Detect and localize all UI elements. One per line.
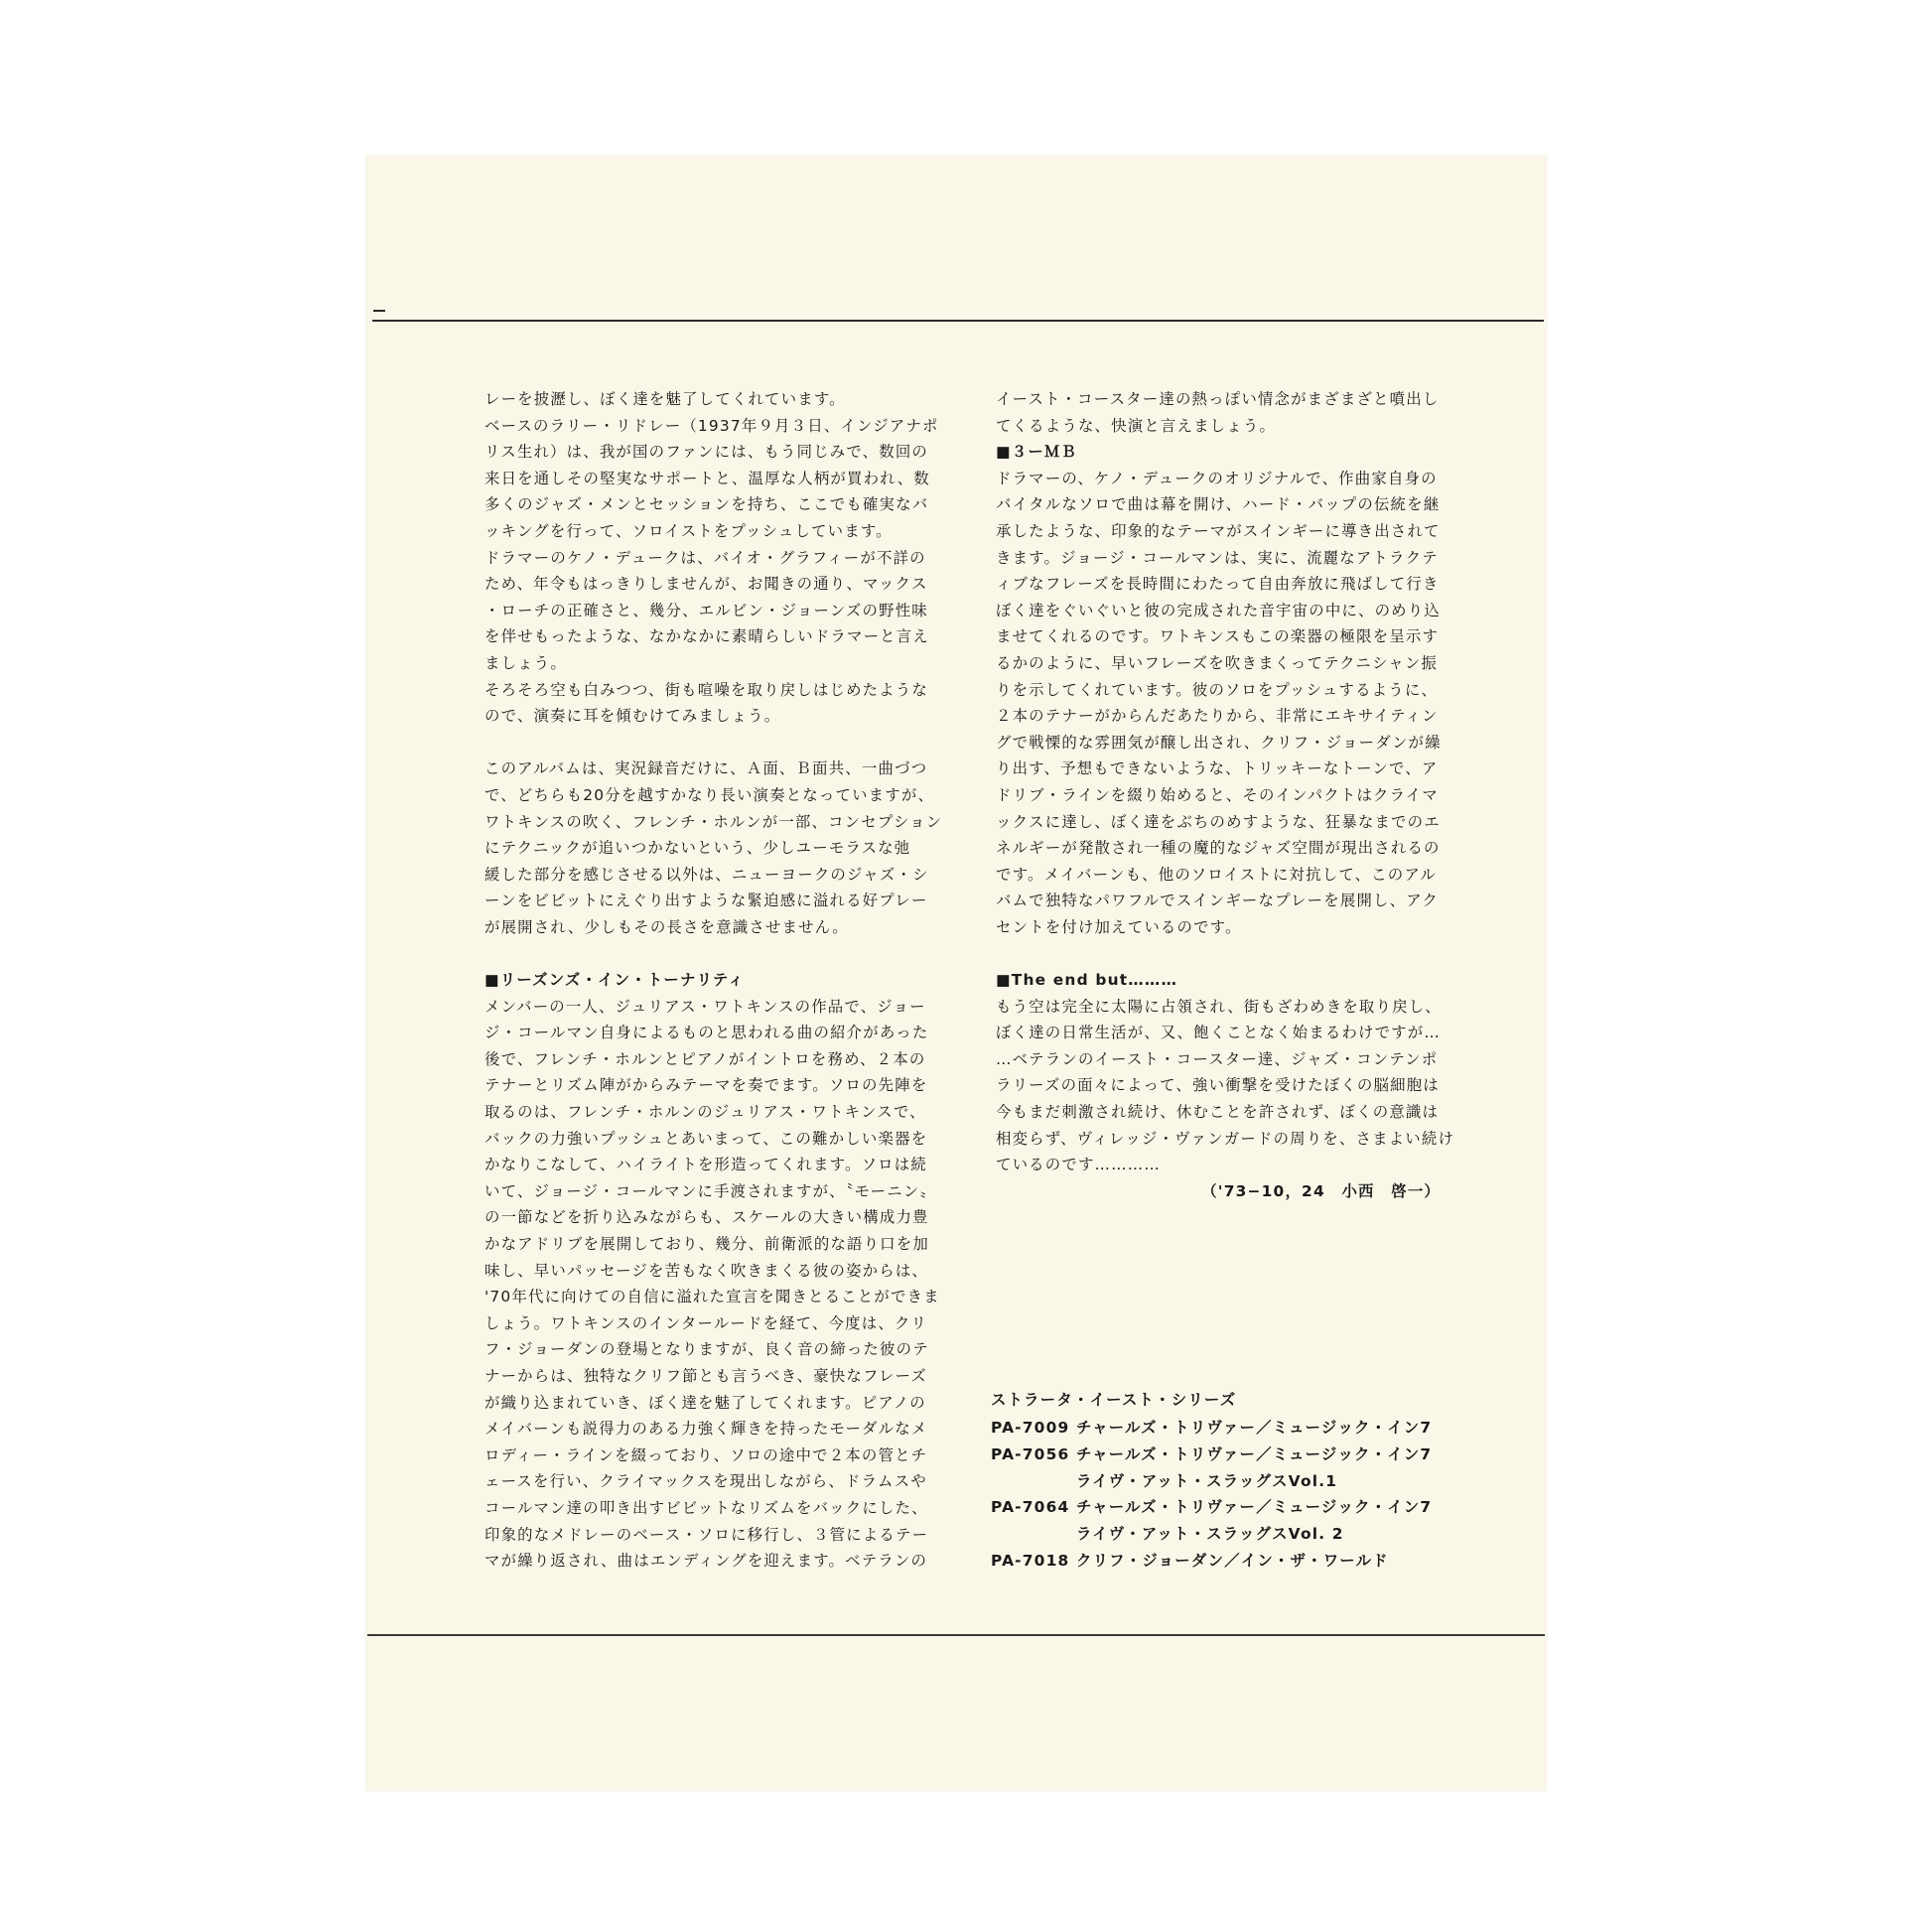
paragraph-gap — [996, 940, 1452, 967]
release-row — [991, 1521, 1457, 1548]
text-line: の一節などを折り込みながらも、スケールの大きい構成力豊 — [484, 1208, 929, 1227]
release-title: クリフ・ジョーダン／イン・ザ・ワールド — [1076, 1551, 1389, 1570]
release-row — [991, 1548, 1457, 1575]
text-line: …ベテランのイースト・コースター達、ジャズ・コンテンポ — [996, 1049, 1439, 1068]
text-line: ため、年令もはっきりしませんが、お聞きの通り、マックス — [484, 575, 928, 594]
text-line: 承したような、印象的なテーマがスインギーに導き出されて — [996, 521, 1441, 540]
right-column — [996, 386, 1455, 1204]
text-line: 味し、早いパッセージを苦もなく吹きまくる彼の姿からは、 — [484, 1261, 929, 1280]
text-line: '70年代に向けての自信に溢れた宣言を聞きとることができま — [484, 1288, 940, 1306]
section-heading-the-end-but: ■The end but……… — [996, 971, 1178, 990]
text-line: ぼく達の日常生活が、又、飽くことなく始まるわけですが… — [996, 1024, 1441, 1042]
text-line: ドラマーの、ケノ・デュークのオリジナルで、作曲家自身の — [996, 469, 1438, 487]
series-list — [991, 1387, 1457, 1575]
text-line: 緩した部分を感じさせる以外は、ニューヨークのジャズ・シ — [484, 865, 929, 884]
text-line: ましょう。 — [484, 653, 567, 672]
release-row — [991, 1415, 1457, 1442]
text-line: フ・ジョーダンの登場となりますが、良く音の締った彼のテ — [484, 1340, 929, 1359]
text-line: ェースを行い、クライマックスを現出しながら、ドラムスや — [484, 1472, 927, 1491]
text-line: が織り込まれていき、ぼく達を魅了してくれます。ピアノの — [484, 1393, 926, 1412]
text-line: 今もまだ刺激され続け、休むことを許されず、ぼくの意識は — [996, 1103, 1440, 1122]
text-line: コールマン達の叩き出すビビットなリズムをバックにした、 — [484, 1498, 928, 1517]
release-title: ライヴ・アット・スラッグスVol. 2 — [1076, 1525, 1344, 1544]
text-line: りを示してくれています。彼のソロをプッシュするように、 — [996, 680, 1439, 699]
text-line: そろそろ空も白みつつ、街も喧噪を取り戻しはじめたような — [484, 680, 929, 699]
text-line: 取るのは、フレンチ・ホルンのジュリアス・ワトキンスで、 — [484, 1103, 926, 1122]
author-signature: （'73−10，24 小西 啓一） — [1201, 1181, 1441, 1200]
text-line: ませてくれるのです。ワトキンスもこの楽器の極限を呈示す — [996, 627, 1440, 646]
text-line: グで戦慄的な雰囲気が醸し出され、クリフ・ジョーダンが繰 — [996, 733, 1442, 752]
text-line: ぼく達をぐいぐいと彼の完成された音宇宙の中に、のめり込 — [996, 601, 1441, 619]
top-rule — [372, 320, 1544, 322]
release-title: チャールズ・トリヴァー／ミュージック・イン7 — [1076, 1498, 1433, 1517]
text-line: を伴せもったような、なかなかに素晴らしいドラマーと言え — [484, 627, 929, 646]
text-line: 印象的なメドレーのベース・ソロに移行し、３管によるテー — [484, 1525, 929, 1544]
text-line: セントを付け加えているのです。 — [996, 917, 1242, 936]
bottom-rule — [367, 1634, 1545, 1636]
text-line: マが繰り返され、曲はエンディングを迎えます。ベテランの — [484, 1552, 928, 1571]
text-line: ロディー・ラインを綴っており、ソロの途中で２本の管とチ — [484, 1445, 928, 1464]
left-column — [484, 386, 941, 1575]
release-title: チャールズ・トリヴァー／ミュージック・イン7 — [1076, 1419, 1433, 1437]
text-line: ーンをビビットにえぐり出すような緊迫感に溢れる好プレー — [484, 892, 928, 910]
text-line: リス生れ）は、我が国のファンには、もう同じみで、数回の — [484, 443, 929, 462]
text-line: ジ・コールマン自身によるものと思われる曲の紹介があった — [484, 1024, 929, 1042]
text-line: 相変らず、ヴィレッジ・ヴァンガードの周りを、さまよい続け — [996, 1129, 1455, 1148]
text-line: レーを披瀝し、ぼく達を魅了してくれています。 — [484, 390, 846, 408]
text-line: いて、ジョージ・コールマンに手渡されますが、〝モーニン〟 — [484, 1181, 936, 1200]
text-line: 来日を通しその堅実なサポートと、温厚な人柄が買われ、数 — [484, 469, 930, 487]
text-line: ッキングを行って、ソロイストをプッシュしています。 — [484, 521, 893, 540]
text-line: で、どちらも20分を越すかなり長い演奏となっていますが、 — [484, 785, 935, 804]
paragraph-gap — [484, 730, 941, 756]
text-line: かなりこなして、ハイライトを形造ってくれます。ソロは続 — [484, 1156, 927, 1174]
text-line: きます。ジョージ・コールマンは、実に、流麗なアトラクテ — [996, 548, 1439, 567]
catalog-number: PA-7064 — [991, 1498, 1070, 1517]
text-line: です。メイバーンも、他のソロイストに対抗して、このアル — [996, 865, 1437, 884]
text-line: バムで独特なパワフルでスインギーなプレーを展開し、アク — [996, 892, 1439, 910]
text-line: 多くのジャズ・メンとセッションを持ち、ここでも確実なバ — [484, 495, 929, 514]
text-line: ドラマーのケノ・デュークは、バイオ・グラフィーが不詳の — [484, 548, 926, 567]
text-line: テナーとリズム陣がからみテーマを奏でます。ソロの先陣を — [484, 1076, 928, 1095]
release-row — [991, 1494, 1457, 1521]
catalog-number: PA-7018 — [991, 1551, 1070, 1570]
text-line: るかのように、早いフレーズを吹きまくってテクニシャン振 — [996, 653, 1439, 672]
text-line: ィブなフレーズを長時間にわたって自由奔放に飛ばして行き — [996, 575, 1440, 594]
text-line: ので、演奏に耳を傾むけてみましょう。 — [484, 707, 781, 726]
text-line: このアルバムは、実況録音だけに、Ａ面、Ｂ面共、一曲づつ — [484, 759, 928, 778]
section-heading-3-mb: ■３ーＭＢ — [996, 443, 1078, 462]
text-line: り出す、予想もできないような、トリッキーなトーンで、ア — [996, 759, 1439, 778]
catalog-number: PA-7009 — [991, 1419, 1070, 1437]
text-line: かなアドリブを展開しており、幾分、前衛派的な語り口を加 — [484, 1235, 929, 1253]
series-title: ストラータ・イースト・シリーズ — [991, 1391, 1237, 1409]
catalog-number — [991, 1521, 1076, 1548]
text-line: イースト・コースター達の熱っぽい情念がまざまざと噴出し — [996, 390, 1440, 408]
release-row — [991, 1468, 1457, 1495]
text-line: もう空は完全に太陽に占領され、街もざわめきを取り戻し、 — [996, 997, 1442, 1016]
section-heading-reasons-in-tonality: ■リーズンズ・イン・トーナリティ — [484, 971, 745, 990]
text-line: ・ローチの正確さと、幾分、エルビン・ジョーンズの野性味 — [484, 601, 928, 619]
text-line: ックスに達し、ぼく達をぶちのめすような、狂暴なまでのエ — [996, 812, 1441, 831]
release-title: チャールズ・トリヴァー／ミュージック・イン7 — [1076, 1444, 1433, 1463]
text-line: ているのです………… — [996, 1156, 1161, 1174]
text-line: メイバーンも説得力のある力強く輝きを持ったモーダルなメ — [484, 1420, 928, 1439]
text-line: ドリブ・ラインを綴り始めると、そのインパクトはクライマ — [996, 785, 1439, 804]
catalog-number: PA-7056 — [991, 1444, 1070, 1463]
text-line: バックの力強いプッシュとあいまって、この難かしい楽器を — [484, 1129, 928, 1148]
fold-mark — [373, 310, 385, 312]
release-title: ライヴ・アット・スラッグスVol.1 — [1076, 1471, 1338, 1490]
text-line: ナーからは、独特なクリフ節とも言うべき、豪快なフレーズ — [484, 1366, 927, 1385]
text-line: ラリーズの面々によって、強い衝撃を受けたぼくの脳細胞は — [996, 1076, 1440, 1095]
text-line: てくるような、快演と言えましょう。 — [996, 416, 1277, 435]
release-row — [991, 1442, 1457, 1468]
text-line: しょう。ワトキンスのインタールードを経て、今度は、クリ — [484, 1313, 928, 1332]
catalog-number — [991, 1468, 1076, 1495]
text-line: ワトキンスの吹く、フレンチ・ホルンが一部、コンセプション — [484, 812, 943, 831]
text-line: メンバーの一人、ジュリアス・ワトキンスの作品で、ジョー — [484, 997, 926, 1016]
text-line: ２本のテナーがからんだあたりから、非常にエキサイティン — [996, 707, 1439, 726]
text-line: にテクニックが追いつかないという、少しユーモラスな弛 — [484, 839, 911, 858]
text-line: 後で、フレンチ・ホルンとピアノがイントロを務め、２本の — [484, 1049, 926, 1068]
text-line: が展開され、少しもその長さを意識させません。 — [484, 917, 849, 936]
text-line: ネルギーが発散され一種の魔的なジャズ空間が現出されるの — [996, 839, 1441, 858]
text-line: ベースのラリー・リドレー（1937年９月３日、インジアナポ — [484, 416, 939, 435]
paragraph-gap — [484, 940, 941, 967]
text-line: バイタルなソロで曲は幕を開け、ハード・バップの伝統を継 — [996, 495, 1441, 514]
